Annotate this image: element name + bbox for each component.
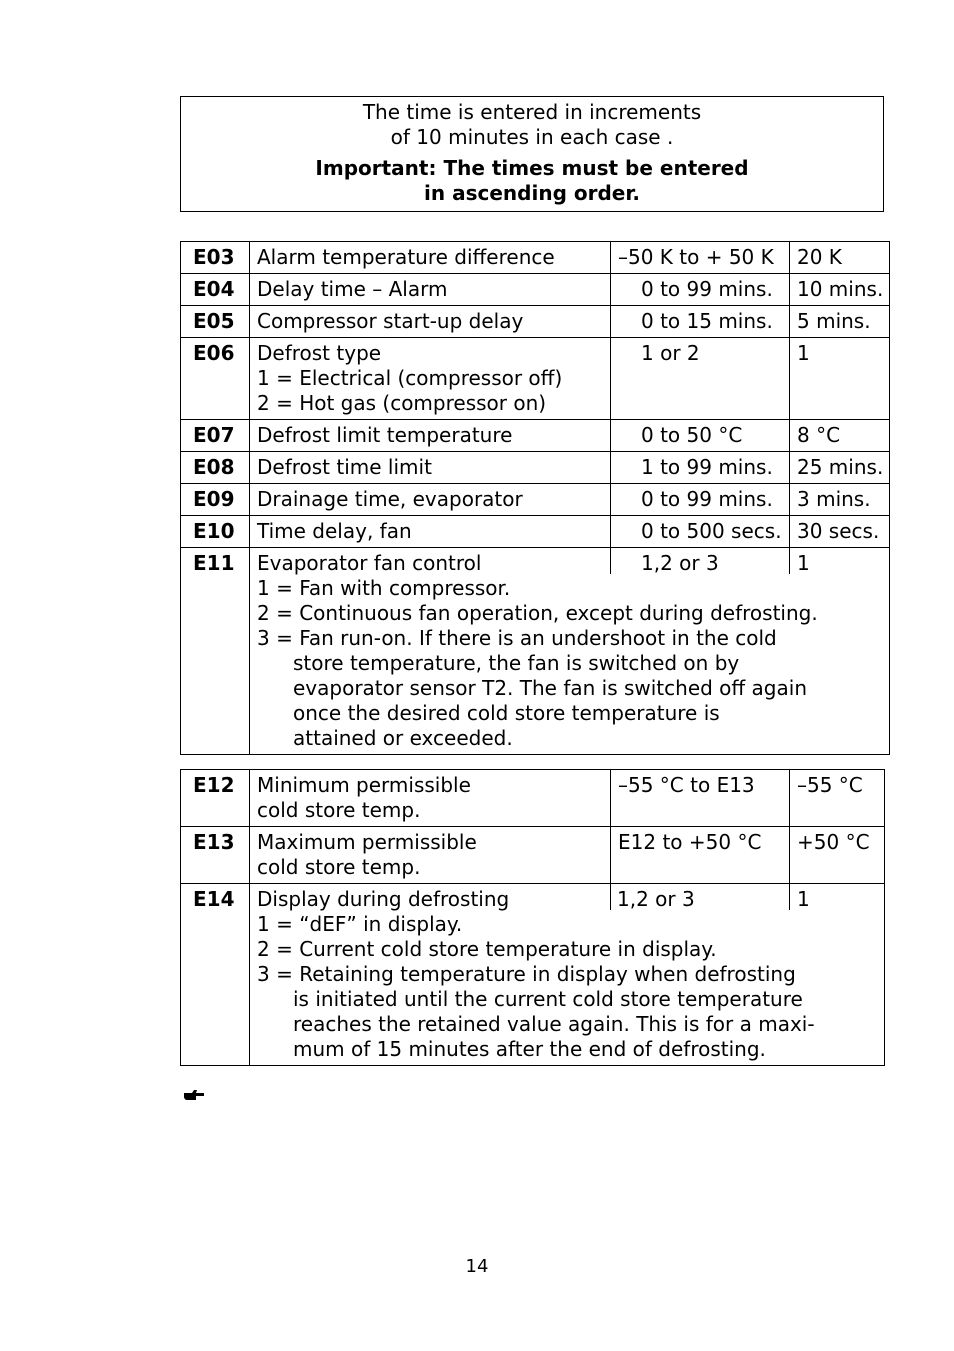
param-code: E04 xyxy=(181,274,250,306)
note-box xyxy=(180,96,884,212)
option-line: evaporator sensor T2. The fan is switched off again xyxy=(293,676,807,700)
table-row xyxy=(181,827,885,884)
param-code: E10 xyxy=(181,516,250,548)
param-description xyxy=(250,770,611,827)
param-description: Time delay, fan xyxy=(250,516,611,548)
table-row xyxy=(181,884,885,1066)
desc-line: Evaporator fan control xyxy=(257,551,482,575)
note-line-2: of 10 minutes in each case . xyxy=(390,125,674,149)
table-row xyxy=(181,242,890,274)
note-important-1: Important: The times must be entered xyxy=(315,156,749,180)
param-range: 1,2 or 3 xyxy=(617,887,695,911)
option-line: is initiated until the current cold store temperature xyxy=(293,987,803,1011)
param-code: E03 xyxy=(181,242,250,274)
option-line: 2 = Current cold store temperature in display. xyxy=(257,937,717,961)
desc-line: cold store temp. xyxy=(257,798,421,822)
param-description: Alarm temperature difference xyxy=(250,242,611,274)
param-code: E11 xyxy=(181,548,250,755)
param-code: E13 xyxy=(181,827,250,884)
param-default: 8 °C xyxy=(790,420,890,452)
column-divider xyxy=(789,548,790,574)
param-description xyxy=(250,827,611,884)
option-line: 1 = “dEF” in display. xyxy=(257,912,463,936)
param-description-merged xyxy=(250,548,890,755)
param-default: 20 K xyxy=(790,242,890,274)
param-default: 25 mins. xyxy=(790,452,890,484)
parameter-table-2 xyxy=(180,769,885,1066)
param-default: 1 xyxy=(797,887,810,911)
param-default: –55 °C xyxy=(790,770,885,827)
param-range: 0 to 50 °C xyxy=(611,420,790,452)
param-description: Compressor start-up delay xyxy=(250,306,611,338)
table-row xyxy=(181,516,890,548)
desc-line: cold store temp. xyxy=(257,855,421,879)
param-range: 0 to 99 mins. xyxy=(611,484,790,516)
param-default: 3 mins. xyxy=(790,484,890,516)
option-line: mum of 15 minutes after the end of defrosting. xyxy=(293,1037,766,1061)
param-range: –50 K to + 50 K xyxy=(611,242,790,274)
param-description: Drainage time, evaporator xyxy=(250,484,611,516)
param-default: 1 xyxy=(797,551,810,575)
table-row xyxy=(181,274,890,306)
param-range: 0 to 15 mins. xyxy=(611,306,790,338)
param-description xyxy=(250,338,611,420)
note-important-2: in ascending order. xyxy=(424,181,640,205)
pointing-hand-icon xyxy=(182,1084,206,1108)
table-row xyxy=(181,420,890,452)
desc-line: Display during defrosting xyxy=(257,887,510,911)
option-line: reaches the retained value again. This is for a maxi- xyxy=(293,1012,815,1036)
option-line: 2 = Continuous fan operation, except during defrosting. xyxy=(257,601,818,625)
column-divider xyxy=(610,548,611,574)
table-row xyxy=(181,484,890,516)
page-number: 14 xyxy=(465,1256,489,1277)
param-range: –55 °C to E13 xyxy=(611,770,790,827)
option-line: once the desired cold store temperature is xyxy=(293,701,720,725)
param-default: 1 xyxy=(790,338,890,420)
param-default: 5 mins. xyxy=(790,306,890,338)
param-default: 10 mins. xyxy=(790,274,890,306)
column-divider xyxy=(789,884,790,910)
option-line: 3 = Fan run-on. If there is an undershoot in the cold xyxy=(257,626,777,650)
param-code: E07 xyxy=(181,420,250,452)
param-description: Defrost limit temperature xyxy=(250,420,611,452)
option-line: 3 = Retaining temperature in display when defrosting xyxy=(257,962,796,986)
param-description: Defrost time limit xyxy=(250,452,611,484)
param-range: 1,2 or 3 xyxy=(641,551,719,575)
param-range: 1 to 99 mins. xyxy=(611,452,790,484)
desc-line: 2 = Hot gas (compressor on) xyxy=(257,391,547,415)
column-divider xyxy=(610,884,611,910)
desc-line: Maximum permissible xyxy=(257,830,477,854)
param-code: E14 xyxy=(181,884,250,1066)
table-row xyxy=(181,548,890,755)
parameter-table-1 xyxy=(180,241,890,755)
param-range: E12 to +50 °C xyxy=(611,827,790,884)
param-code: E05 xyxy=(181,306,250,338)
table-row xyxy=(181,770,885,827)
param-code: E12 xyxy=(181,770,250,827)
desc-line: 1 = Electrical (compressor off) xyxy=(257,366,563,390)
param-description-merged xyxy=(250,884,885,1066)
option-line: attained or exceeded. xyxy=(293,726,513,750)
param-range: 0 to 99 mins. xyxy=(611,274,790,306)
param-default: +50 °C xyxy=(790,827,885,884)
param-range: 1 or 2 xyxy=(611,338,790,420)
param-default: 30 secs. xyxy=(790,516,890,548)
table-row xyxy=(181,452,890,484)
desc-line: Defrost type xyxy=(257,341,382,365)
param-code: E09 xyxy=(181,484,250,516)
note-line-1: The time is entered in increments xyxy=(362,100,702,124)
desc-line: Minimum permissible xyxy=(257,773,471,797)
param-range: 0 to 500 secs. xyxy=(611,516,790,548)
table-row xyxy=(181,306,890,338)
param-code: E08 xyxy=(181,452,250,484)
option-line: store temperature, the fan is switched on by xyxy=(293,651,740,675)
param-description: Delay time – Alarm xyxy=(250,274,611,306)
table-row xyxy=(181,338,890,420)
option-line: 1 = Fan with compressor. xyxy=(257,576,511,600)
param-code: E06 xyxy=(181,338,250,420)
